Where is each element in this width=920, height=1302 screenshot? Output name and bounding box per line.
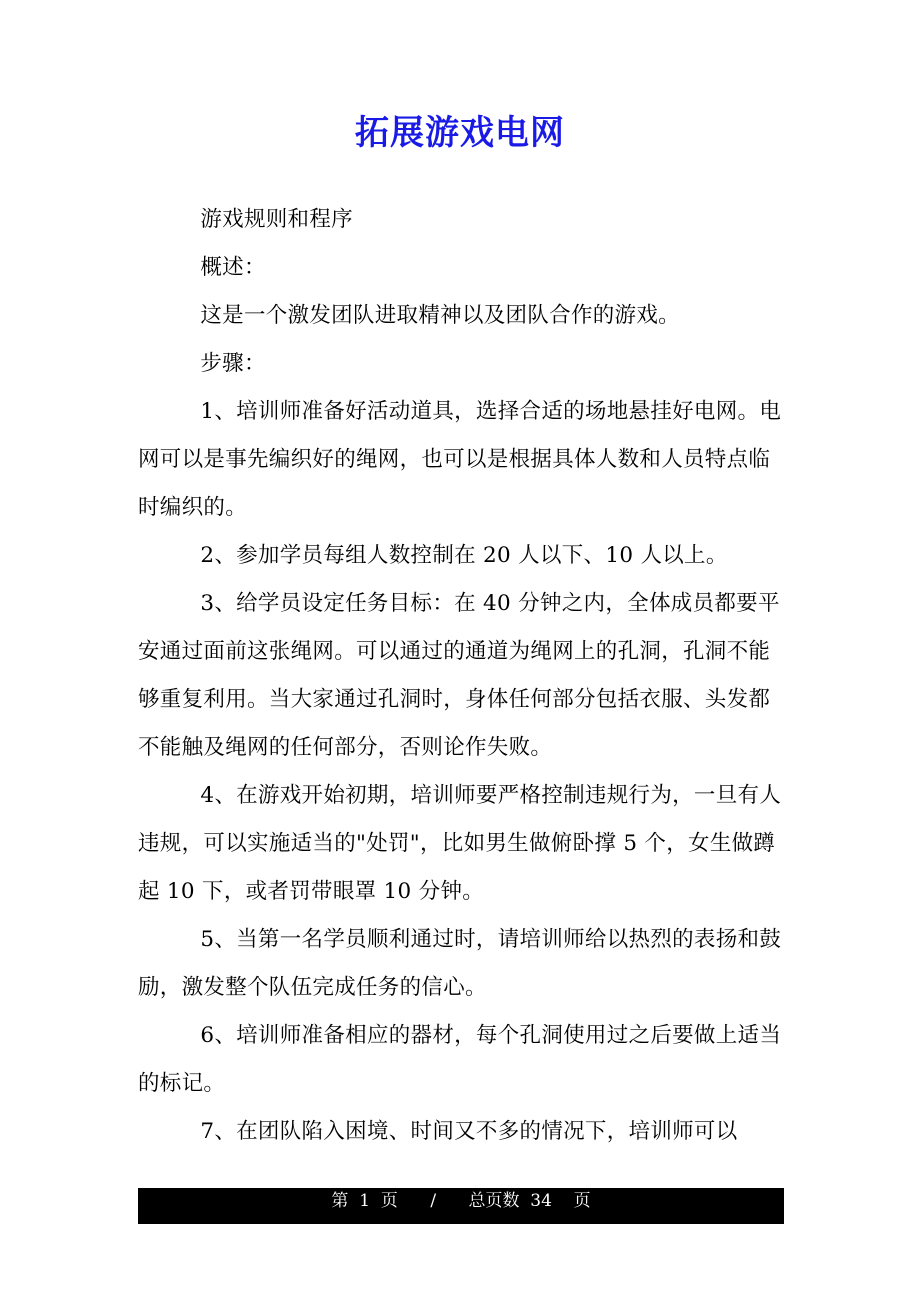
paragraph-step-2: 2、参加学员每组人数控制在 20 人以下、10 人以上。	[200, 543, 728, 568]
footer-total-prefix: 总页数	[468, 1191, 520, 1211]
page-footer	[138, 1188, 784, 1224]
document-title: 拓展游戏电网	[355, 113, 565, 153]
paragraph-steps-heading: 步骤：	[200, 351, 266, 376]
paragraph-overview-heading: 概述：	[200, 255, 266, 280]
paragraph-overview: 这是一个激发团队进取精神以及团队合作的游戏。	[200, 303, 680, 328]
footer-total-suffix: 页	[573, 1191, 591, 1211]
footer-current-page: 1	[359, 1191, 371, 1211]
footer-page-prefix: 第	[331, 1191, 349, 1211]
paragraph-step-6: 6、培训师准备相应的器材，每个孔洞使用过之后要做上适当的标记。	[138, 1023, 782, 1096]
paragraph-step-4: 4、在游戏开始初期，培训师要严格控制违规行为，一旦有人违规，可以实施适当的"处罚"，比如男生做俯卧撑 5 个，女生做蹲起 10 下，或者罚带眼罩 10 分钟。	[138, 783, 782, 904]
footer-separator: /	[430, 1191, 437, 1211]
paragraph-step-3: 3、给学员设定任务目标：在 40 分钟之内，全体成员都要平安通过面前这张绳网。可以通过的通道为绳网上的孔洞，孔洞不能够重复利用。当大家通过孔洞时，身体任何部分包括衣服、头发都不能触及绳网的任何部分，否则论作失败。	[138, 591, 780, 760]
footer-total-pages: 34	[530, 1191, 552, 1211]
paragraph-rules-heading: 游戏规则和程序	[200, 207, 353, 232]
footer-page-suffix: 页	[380, 1191, 398, 1211]
paragraph-step-7: 7、在团队陷入困境、时间又不多的情况下，培训师可以	[200, 1119, 738, 1144]
paragraph-step-5: 5、当第一名学员顺利通过时，请培训师给以热烈的表扬和鼓励，激发整个队伍完成任务的信心。	[138, 927, 782, 1000]
paragraph-step-1: 1、培训师准备好活动道具，选择合适的场地悬挂好电网。电网可以是事先编织好的绳网，也可以是根据具体人数和人员特点临时编织的。	[138, 399, 782, 520]
document-body	[138, 196, 784, 1156]
